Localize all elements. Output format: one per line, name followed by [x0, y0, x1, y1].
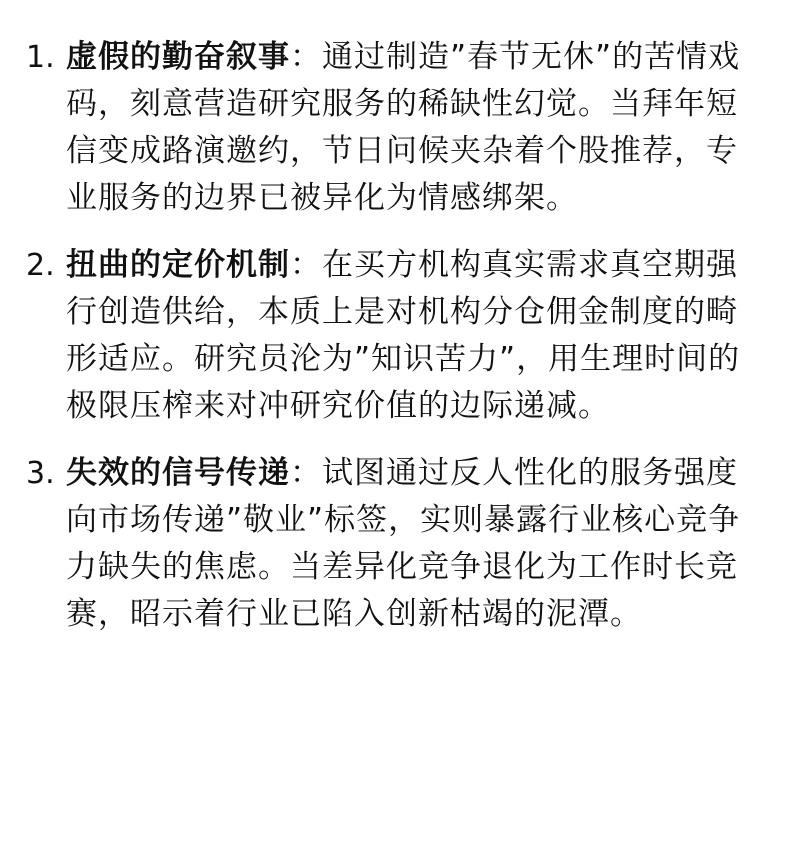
list-item: [26, 450, 767, 638]
numbered-list: [26, 34, 767, 638]
item-text: 在买方机构真实需求真空期强行创造供给，本质上是对机构分仓佣金制度的畸形适应。研究员沦为”知识苦力”，用生理时间的极限压榨来对冲研究价值的边际递减。: [66, 247, 741, 424]
item-number: 1.: [26, 40, 55, 75]
item-term: 虚假的勤奋叙事: [66, 39, 290, 75]
item-number: 2.: [26, 248, 55, 283]
item-colon: ：: [290, 247, 322, 283]
item-colon: ：: [290, 455, 322, 491]
item-colon: ：: [290, 39, 322, 75]
item-body: [66, 450, 767, 638]
item-text: 通过制造”春节无休”的苦情戏码，刻意营造研究服务的稀缺性幻觉。当拜年短信变成路演邀约，节日问候夹杂着个股推荐，专业服务的边界已被异化为情感绑架。: [66, 39, 741, 216]
item-term: 失效的信号传递: [66, 455, 290, 491]
item-number: 3.: [26, 456, 55, 491]
item-body: [66, 242, 767, 430]
item-term: 扭曲的定价机制: [66, 247, 290, 283]
item-text: 试图通过反人性化的服务强度向市场传递”敬业”标签，实则暴露行业核心竞争力缺失的焦虑。当差异化竞争退化为工作时长竞赛，昭示着行业已陷入创新枯竭的泥潭。: [66, 455, 741, 632]
list-item: [26, 34, 767, 222]
item-body: [66, 34, 767, 222]
list-item: [26, 242, 767, 430]
